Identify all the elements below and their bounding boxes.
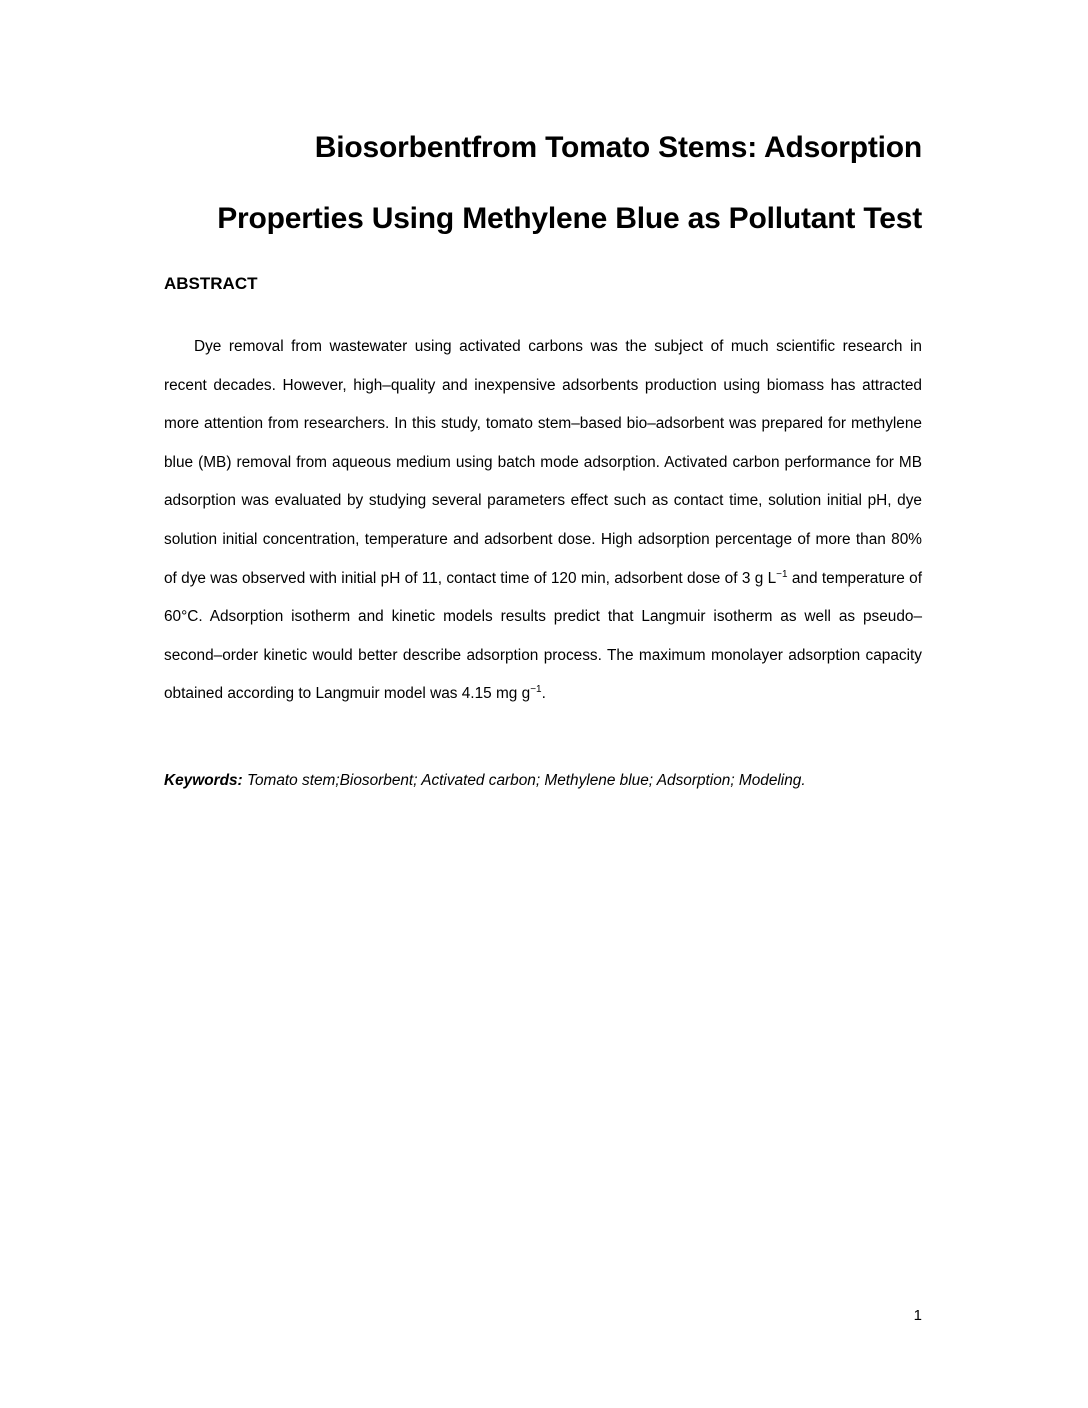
keywords-label: Keywords: bbox=[164, 772, 243, 789]
superscript-unit-2: −1 bbox=[530, 684, 542, 696]
superscript-unit-1: −1 bbox=[776, 568, 788, 580]
abstract-heading: ABSTRACT bbox=[164, 274, 258, 293]
abstract-text-part-3: . bbox=[541, 685, 546, 703]
abstract-text-part-1: Dye removal from wastewater using activated carbons was the subject of much scientific research in recent decades. However, high–quality and inexpensive adsorbents production using biomass has attracted more attention from researchers. In this study, tomato stem–based bio–adsorbent was prepared for methylene blue (MB) removal from aqueous medium using batch mode adsorption. Activated carbon performance for MB adsorption was evaluated by studying several parameters effect such as contact time, solution initial pH, dye solution initial concentration, temperature and adsorbent dose. High adsorption percentage of more than 80% of dye was observed with initial pH of 11, contact time of 120 min, adsorbent dose of 3 g L bbox=[164, 338, 922, 587]
abstract-paragraph bbox=[164, 328, 922, 714]
keywords-line bbox=[164, 769, 922, 793]
paper-title-line-2: Properties Using Methylene Blue as Pollutant Test bbox=[217, 202, 922, 235]
page-number: 1 bbox=[913, 1307, 922, 1324]
paper-title bbox=[164, 112, 922, 254]
keywords-text: Tomato stem;Biosorbent; Activated carbon; Methylene blue; Adsorption; Modeling. bbox=[242, 772, 806, 789]
abstract-text-part-2: and temperature of 60°C. Adsorption isotherm and kinetic models results predict that Langmuir isotherm as well as pseudo–second–order kinetic would better describe adsorption process. The maximum monolayer adsorption capacity obtained according to Langmuir model was 4.15 mg g bbox=[164, 569, 922, 703]
paper-title-line-1: Biosorbentfrom Tomato Stems: Adsorption bbox=[314, 131, 922, 164]
